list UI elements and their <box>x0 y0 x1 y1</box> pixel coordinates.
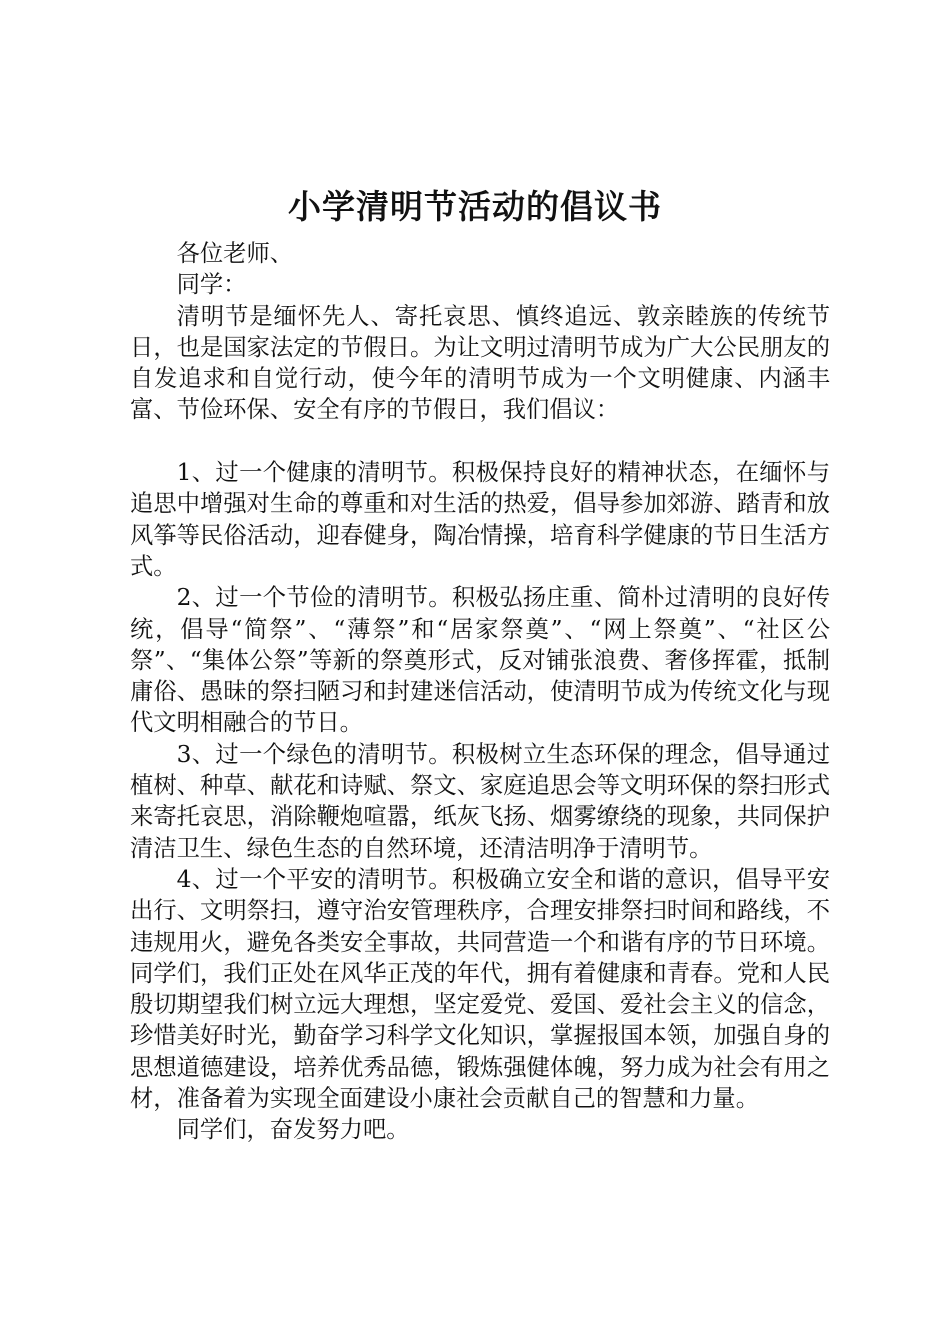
intro-paragraph: 清明节是缅怀先人、寄托哀思、慎终追远、敦亲睦族的传统节日，也是国家法定的节假日。为让文明过清明节成为广大公民朋友的自发追求和自觉行动，使今年的清明节成为一个文明健康、内涵丰富、节俭环保、安全有序的节假日，我们倡议： <box>130 302 830 424</box>
salutation-line-2: 同学： <box>176 271 247 299</box>
salutation-line-1: 各位老师、 <box>176 240 294 267</box>
paragraph-spacer <box>130 426 830 457</box>
item-paragraph-4: 4、过一个平安的清明节。积极确立安全和谐的意识，倡导平安出行、文明祭扫，遵守治安管理秩序，合理安排祭扫时间和路线，不违规用火，避免各类安全事故，共同营造一个和谐有序的节日环境。同学们，我们正处在风华正茂的年代，拥有着健康和青春。党和人民殷切期望我们树立远大理想，坚定爱党、爱国、爱社会主义的信念，珍惜美好时光，勤奋学习科学文化知识，掌握报国本领，加强自身的思想道德建设，培养优秀品德，锻炼强健体魄，努力成为社会有用之材，准备着为实现全面建设小康社会贡献自己的智慧和力量。 <box>130 865 830 1113</box>
item-paragraph-1: 1、过一个健康的清明节。积极保持良好的精神状态，在缅怀与追思中增强对生命的尊重和对生活的热爱，倡导参加郊游、踏青和放风筝等民俗活动，迎春健身，陶冶情操，培育科学健康的节日生活方式。 <box>130 459 830 580</box>
item-paragraph-3: 3、过一个绿色的清明节。积极树立生态环保的理念，倡导通过植树、种草、献花和诗赋、祭文、家庭追思会等文明环保的祭扫形式来寄托哀思，消除鞭炮喧嚣，纸灰飞扬、烟雾缭绕的现象，共同保护清洁卫生、绿色生态的自然环境，还清洁明净于清明节。 <box>130 740 830 862</box>
closing-paragraph: 同学们，奋发努力吧。 <box>176 1116 410 1144</box>
document-title: 小学清明节活动的倡议书 <box>288 187 662 226</box>
document-body <box>130 238 830 1146</box>
item-paragraph-2: 2、过一个节俭的清明节。积极弘扬庄重、简朴过清明的良好传统，倡导“简祭”、“薄祭”和“居家祭奠”、“网上祭奠”、“社区公祭”、“集体公祭”等新的祭奠形式，反对铺张浪费、奢侈挥霍，抵制庸俗、愚昧的祭扫陋习和封建迷信活动，使清明节成为传统文化与现代文明相融合的节日。 <box>130 584 830 737</box>
